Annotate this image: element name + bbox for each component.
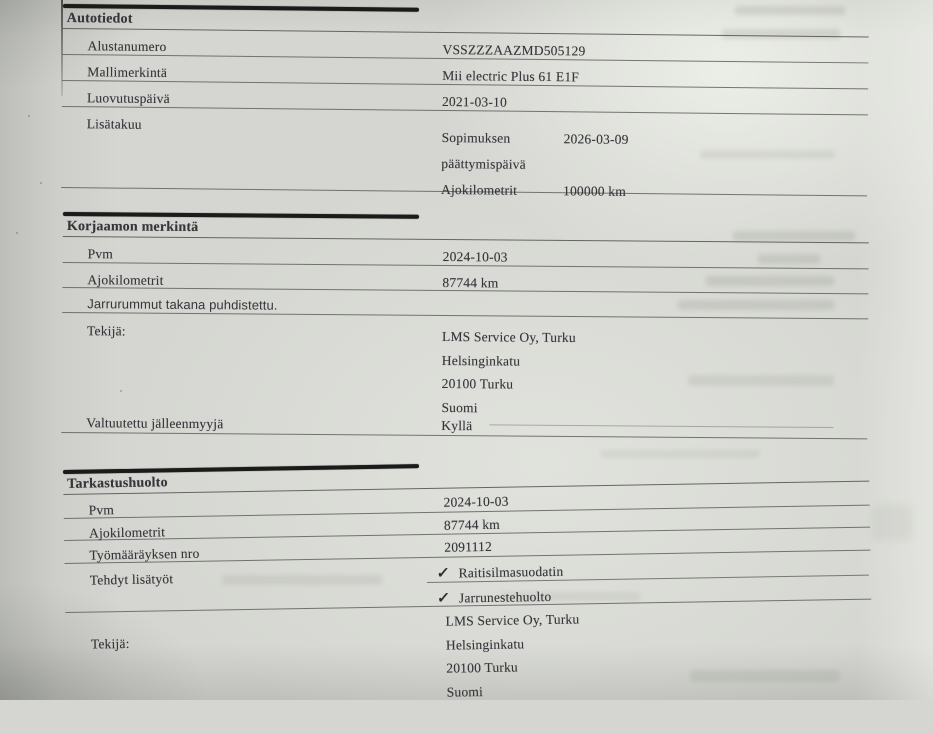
checkmark-icon: ✓ — [436, 589, 450, 608]
address-line: 20100 Turku — [442, 372, 868, 399]
field-subvalue: 100000 km — [563, 183, 626, 199]
check-item-label: Raitisilmasuodatin — [458, 564, 563, 581]
section-title: Korjaamon merkintä — [63, 216, 869, 243]
section-tarkastushuolto — [63, 457, 873, 733]
address-block — [441, 316, 868, 422]
address-line: Suomi — [447, 673, 873, 704]
dust-speck — [28, 115, 30, 117]
field-label: Pvm — [63, 237, 443, 265]
field-label: Pvm — [63, 489, 443, 519]
field-value: 2091112 — [444, 528, 870, 556]
address-line: Helsinginkatu — [446, 626, 872, 657]
field-row — [61, 107, 868, 196]
section-title: Autotiedot — [63, 8, 869, 37]
field-row — [61, 313, 868, 416]
field-value: 2024-10-03 — [443, 240, 869, 268]
field-value-group — [441, 111, 868, 207]
field-label: Työmääräyksen nro — [64, 535, 444, 564]
bleed-through-mark — [872, 505, 912, 540]
field-value: 87744 km — [444, 506, 870, 534]
field-subvalue: 2026-03-09 — [564, 131, 629, 147]
field-label: Ajokilometrit — [64, 513, 444, 542]
field-label: Lisätakuu — [62, 107, 442, 136]
address-line: LMS Service Oy, Turku — [442, 325, 868, 352]
field-label: Tehdyt lisätyöt — [65, 558, 445, 589]
field-label: Alustanumero — [62, 29, 442, 58]
address-line: 20100 Turku — [446, 650, 872, 681]
field-label: Mallimerkintä — [62, 55, 442, 84]
field-value: 2021-03-10 — [442, 85, 868, 114]
field-label: Valtuutettu jälleenmyyjä — [61, 410, 441, 434]
field-label: Luovutuspäivä — [62, 81, 442, 110]
address-line: Helsinginkatu — [442, 348, 868, 375]
section-title: Tarkastushuolto — [63, 461, 869, 495]
field-value: 87744 km — [442, 266, 868, 294]
bleed-through-mark — [600, 450, 760, 458]
field-value-line — [441, 177, 867, 207]
address-line: Suomi — [441, 395, 867, 422]
note-text: Jarrurummut takana puhdistettu. — [62, 288, 782, 317]
field-sublabel: Sopimuksen — [441, 125, 563, 152]
dust-speck — [40, 182, 42, 184]
field-value: Kyllä — [441, 413, 867, 437]
field-sublabel: päättymispäivä — [441, 151, 563, 178]
field-value: 2024-10-03 — [443, 482, 869, 511]
check-item-label: Jarrunestehuolto — [459, 589, 552, 606]
field-label: Tekijä: — [62, 313, 442, 342]
checkmark-icon: ✓ — [436, 564, 450, 583]
field-label: Ajokilometrit — [62, 263, 442, 291]
address-block — [445, 600, 873, 704]
address-line: LMS Service Oy, Turku — [445, 603, 871, 634]
dust-speck — [16, 232, 18, 234]
field-value: VSSZZZAAZMD505129 — [442, 33, 868, 62]
section-autotiedot — [61, 4, 869, 196]
field-row — [65, 600, 873, 733]
field-row — [61, 410, 867, 439]
field-value: Mii electric Plus 61 E1F — [442, 59, 868, 88]
section-korjaamon-merkinta — [61, 212, 869, 439]
field-label: Tekijä: — [65, 607, 446, 653]
field-sublabel: Ajokilometrit — [441, 177, 563, 204]
